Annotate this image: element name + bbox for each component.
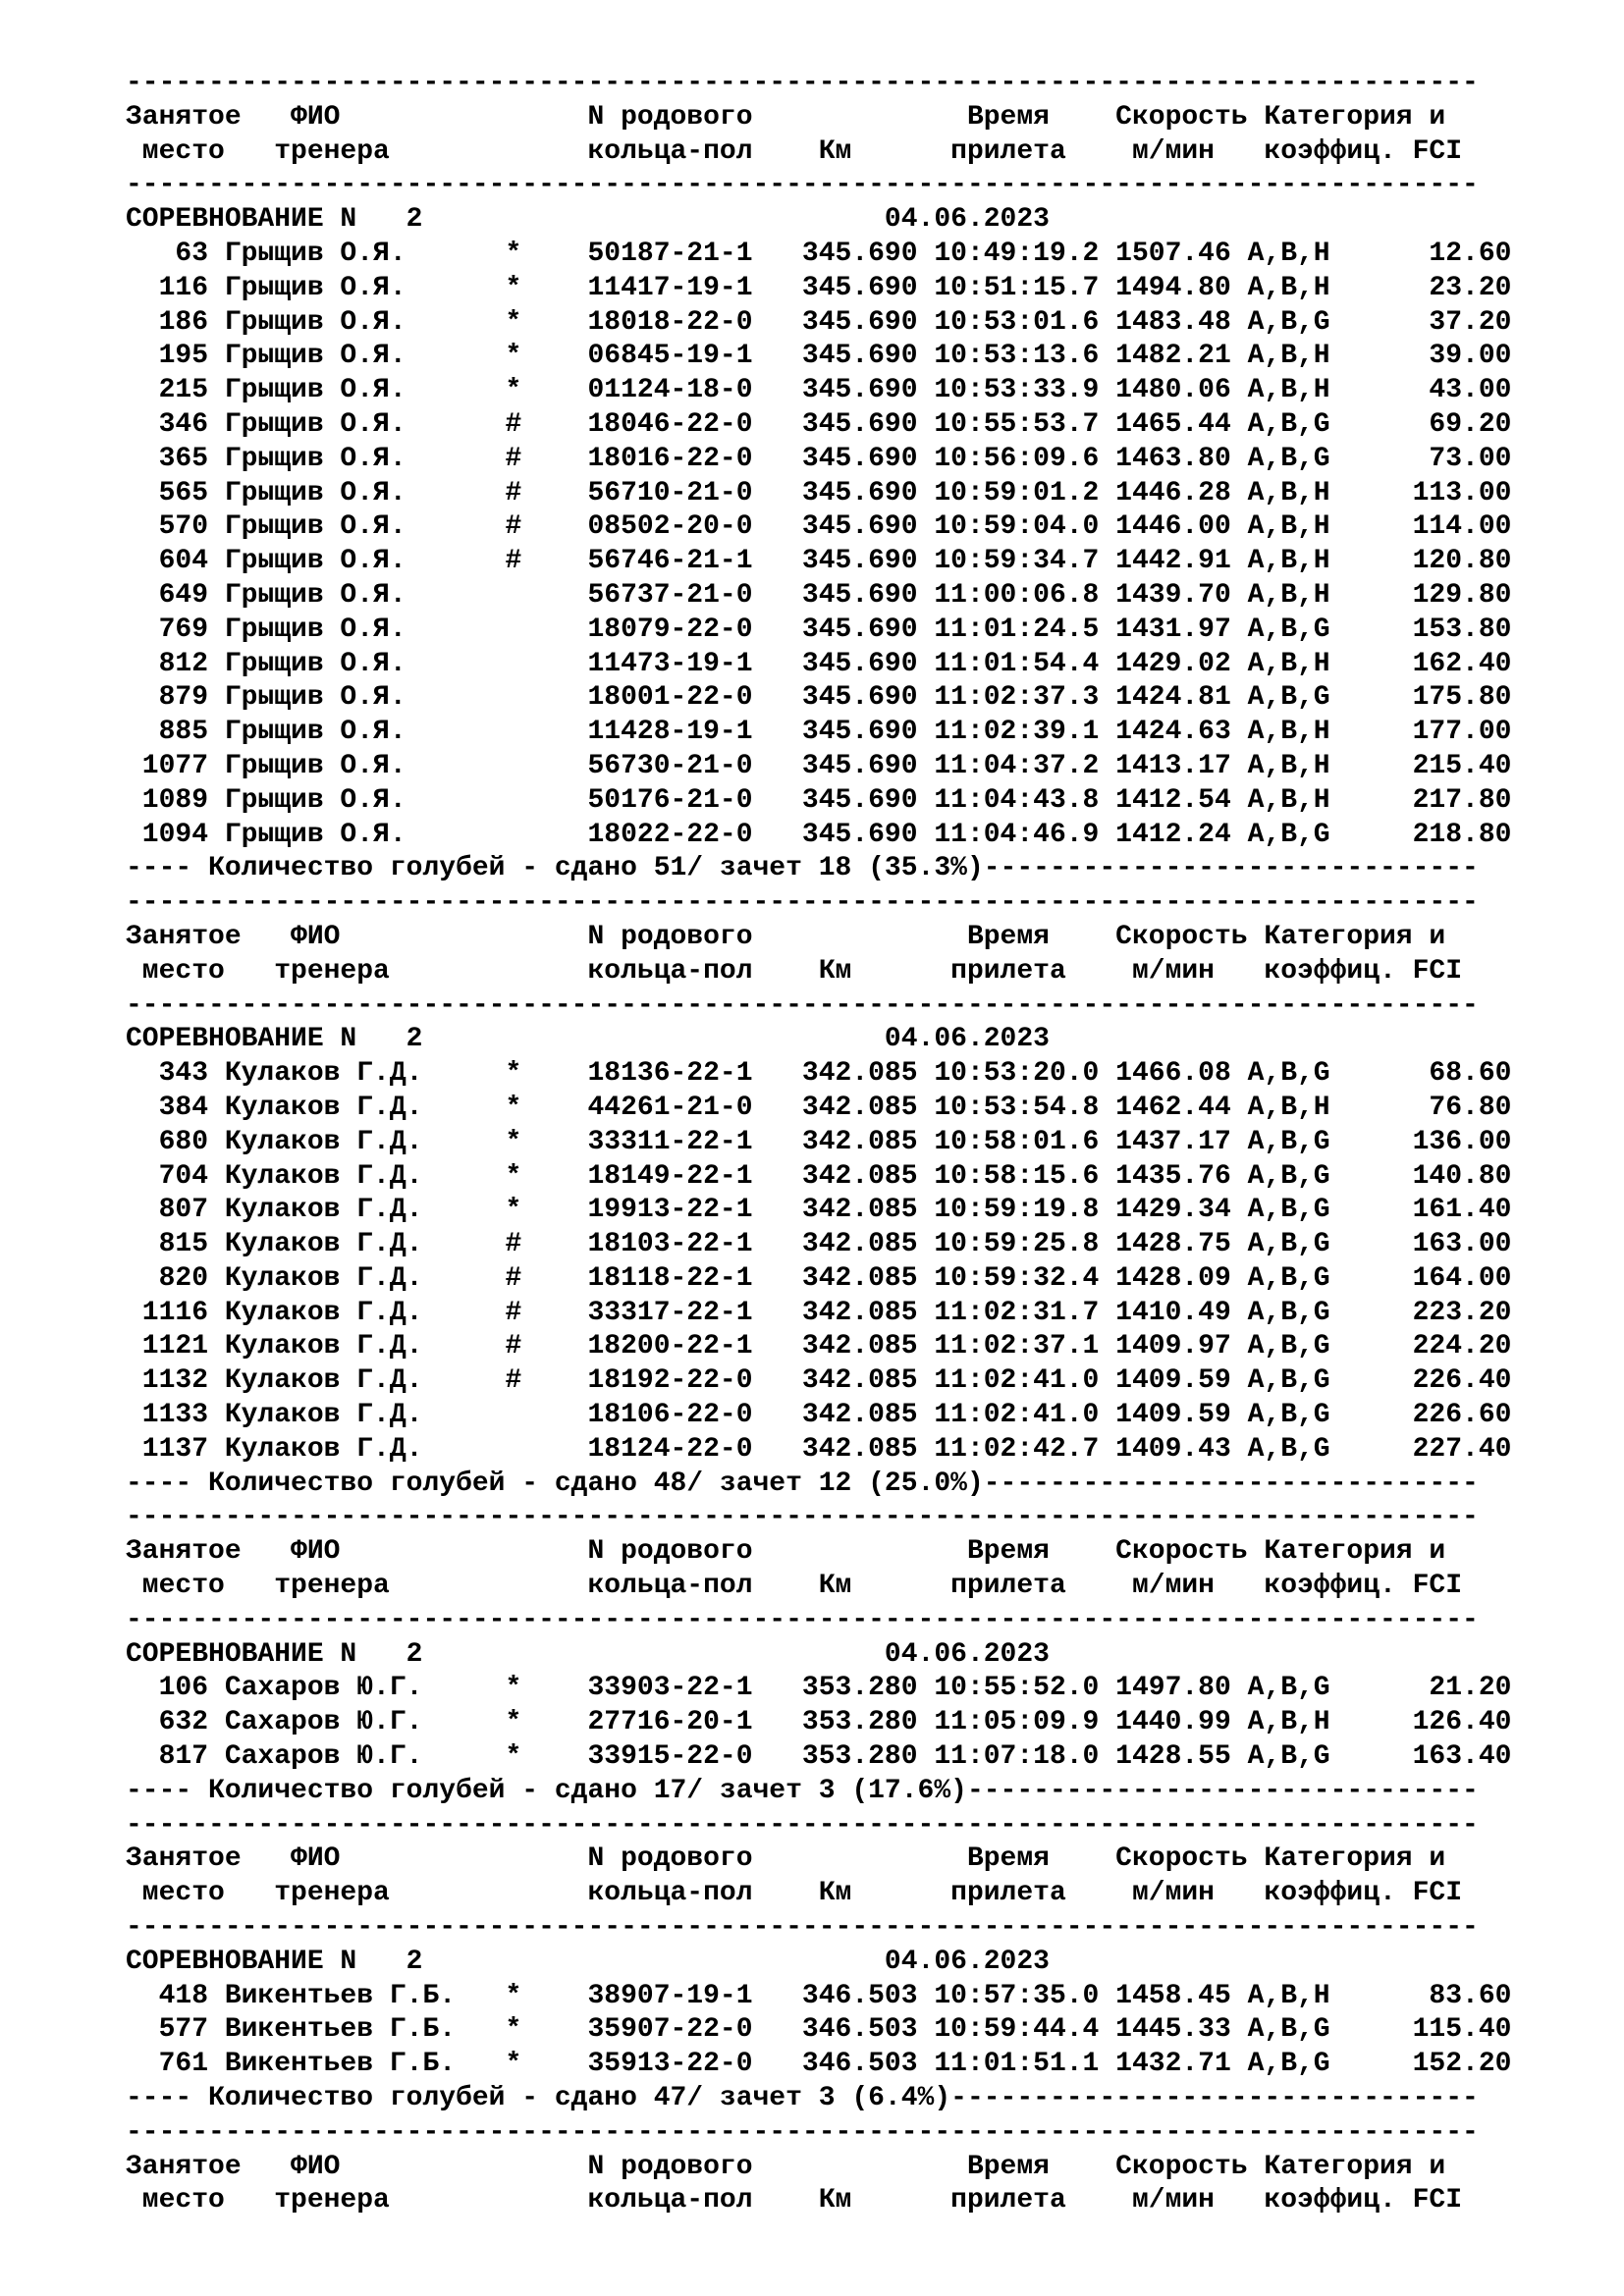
result-row: 1077 Грыщив О.Я. 56730-21-0 345.690 11:04:37.2 1413.17 A,B,H 215.40 bbox=[126, 750, 1512, 781]
separator-line: ---------------------------------------------------------------------------------- bbox=[126, 2116, 1479, 2148]
result-row: 815 Кулаков Г.Д. # 18103-22-1 342.085 10:59:25.8 1428.75 A,B,G 163.00 bbox=[126, 1229, 1512, 1260]
separator-line: ---------------------------------------------------------------------------------- bbox=[126, 1502, 1479, 1533]
column-header-line: Занятое ФИО N родового Время Скорость Категория и bbox=[126, 1843, 1446, 1875]
result-row: 769 Грыщив О.Я. 18079-22-0 345.690 11:01:24.5 1431.97 A,B,G 153.80 bbox=[126, 614, 1512, 645]
result-row: 418 Викентьев Г.Б. * 38907-19-1 346.503 10:57:35.0 1458.45 A,B,H 83.60 bbox=[126, 1980, 1512, 2011]
result-row: 1137 Кулаков Г.Д. 18124-22-0 342.085 11:02:42.7 1409.43 A,B,G 227.40 bbox=[126, 1433, 1512, 1465]
result-row: 680 Кулаков Г.Д. * 33311-22-1 342.085 10:58:01.6 1437.17 A,B,G 136.00 bbox=[126, 1126, 1512, 1157]
result-row: 704 Кулаков Г.Д. * 18149-22-1 342.085 10:58:15.6 1435.76 A,B,G 140.80 bbox=[126, 1160, 1512, 1192]
result-row: 116 Грыщив О.Я. * 11417-19-1 345.690 10:51:15.7 1494.80 A,B,H 23.20 bbox=[126, 272, 1512, 303]
separator-line: ---------------------------------------------------------------------------------- bbox=[126, 887, 1479, 919]
column-header-line: место тренера кольца-пол Км прилета м/мин коэффиц. FCI bbox=[126, 135, 1463, 167]
result-row: 63 Грыщив О.Я. * 50187-21-1 345.690 10:49:19.2 1507.46 A,B,H 12.60 bbox=[126, 238, 1512, 269]
result-row: 820 Кулаков Г.Д. # 18118-22-1 342.085 10:59:32.4 1428.09 A,B,G 164.00 bbox=[126, 1262, 1512, 1294]
column-header-line: место тренера кольца-пол Км прилета м/мин коэффиц. FCI bbox=[126, 955, 1463, 987]
result-row: 879 Грыщив О.Я. 18001-22-0 345.690 11:02:37.3 1424.81 A,B,G 175.80 bbox=[126, 682, 1512, 714]
separator-line: ---------------------------------------------------------------------------------- bbox=[126, 68, 1479, 98]
result-row: 195 Грыщив О.Я. * 06845-19-1 345.690 10:53:13.6 1482.21 A,B,H 39.00 bbox=[126, 341, 1512, 372]
result-row: 186 Грыщив О.Я. * 18018-22-0 345.690 10:53:01.6 1483.48 A,B,G 37.20 bbox=[126, 306, 1512, 338]
result-row: 1132 Кулаков Г.Д. # 18192-22-0 342.085 11:02:41.0 1409.59 A,B,G 226.40 bbox=[126, 1365, 1512, 1397]
separator-line: ---------------------------------------------------------------------------------- bbox=[126, 1809, 1479, 1841]
column-header-line: место тренера кольца-пол Км прилета м/мин коэффиц. FCI bbox=[126, 1571, 1463, 1602]
result-row: 1094 Грыщив О.Я. 18022-22-0 345.690 11:04:46.9 1412.24 A,B,G 218.80 bbox=[126, 819, 1512, 850]
result-row: 1121 Кулаков Г.Д. # 18200-22-1 342.085 11:02:37.1 1409.97 A,B,G 224.20 bbox=[126, 1331, 1512, 1362]
result-row: 885 Грыщив О.Я. 11428-19-1 345.690 11:02:39.1 1424.63 A,B,H 177.00 bbox=[126, 717, 1512, 748]
result-row: 817 Сахаров Ю.Г. * 33915-22-0 353.280 11:07:18.0 1428.55 A,B,G 163.40 bbox=[126, 1741, 1512, 1773]
column-header-line: Занятое ФИО N родового Время Скорость Категория и bbox=[126, 2151, 1446, 2182]
result-row: 565 Грыщив О.Я. # 56710-21-0 345.690 10:59:01.2 1446.28 A,B,H 113.00 bbox=[126, 477, 1512, 508]
separator-line: ---------------------------------------------------------------------------------- bbox=[126, 989, 1479, 1021]
result-row: 649 Грыщив О.Я. 56737-21-0 345.690 11:00:06.8 1439.70 A,B,H 129.80 bbox=[126, 579, 1512, 611]
result-row: 577 Викентьев Г.Б. * 35907-22-0 346.503 10:59:44.4 1445.33 A,B,G 115.40 bbox=[126, 2014, 1512, 2046]
result-row: 1133 Кулаков Г.Д. 18106-22-0 342.085 11:02:41.0 1409.59 A,B,G 226.60 bbox=[126, 1400, 1512, 1431]
column-header-line: Занятое ФИО N родового Время Скорость Категория и bbox=[126, 101, 1446, 133]
result-row: 807 Кулаков Г.Д. * 19913-22-1 342.085 10:59:19.8 1429.34 A,B,G 161.40 bbox=[126, 1195, 1512, 1226]
competition-header: СОРЕВНОВАНИЕ N 2 04.06.2023 bbox=[126, 204, 1050, 236]
summary-line: ---- Количество голубей - сдано 48/ зачет 12 (25.0%)------------------------------ bbox=[126, 1468, 1479, 1499]
result-row: 812 Грыщив О.Я. 11473-19-1 345.690 11:01:54.4 1429.02 A,B,H 162.40 bbox=[126, 648, 1512, 679]
column-header-line: место тренера кольца-пол Км прилета м/мин коэффиц. FCI bbox=[126, 1878, 1463, 1909]
competition-header: СОРЕВНОВАНИЕ N 2 04.06.2023 bbox=[126, 1638, 1050, 1670]
result-row: 604 Грыщив О.Я. # 56746-21-1 345.690 10:59:34.7 1442.91 A,B,H 120.80 bbox=[126, 546, 1512, 577]
competition-header: СОРЕВНОВАНИЕ N 2 04.06.2023 bbox=[126, 1024, 1050, 1055]
result-row: 106 Сахаров Ю.Г. * 33903-22-1 353.280 10:55:52.0 1497.80 A,B,G 21.20 bbox=[126, 1673, 1512, 1704]
column-header-line: Занятое ФИО N родового Время Скорость Категория и bbox=[126, 1536, 1446, 1568]
separator-line: ---------------------------------------------------------------------------------- bbox=[126, 1604, 1479, 1635]
result-row: 215 Грыщив О.Я. * 01124-18-0 345.690 10:53:33.9 1480.06 A,B,H 43.00 bbox=[126, 375, 1512, 406]
result-row: 761 Викентьев Г.Б. * 35913-22-0 346.503 11:01:51.1 1432.71 A,B,G 152.20 bbox=[126, 2049, 1512, 2080]
result-row: 384 Кулаков Г.Д. * 44261-21-0 342.085 10:53:54.8 1462.44 A,B,H 76.80 bbox=[126, 1092, 1512, 1123]
summary-line: ---- Количество голубей - сдано 51/ зачет 18 (35.3%)------------------------------ bbox=[126, 853, 1479, 884]
result-row: 1089 Грыщив О.Я. 50176-21-0 345.690 11:04:43.8 1412.54 A,B,H 217.80 bbox=[126, 784, 1512, 816]
separator-line: ---------------------------------------------------------------------------------- bbox=[126, 1912, 1479, 1944]
results-document bbox=[126, 67, 1598, 2218]
summary-line: ---- Количество голубей - сдано 47/ зачет 3 (6.4%)-------------------------------- bbox=[126, 2083, 1479, 2114]
result-row: 346 Грыщив О.Я. # 18046-22-0 345.690 10:55:53.7 1465.44 A,B,G 69.20 bbox=[126, 408, 1512, 440]
summary-line: ---- Количество голубей - сдано 17/ зачет 3 (17.6%)------------------------------- bbox=[126, 1775, 1479, 1806]
result-row: 1116 Кулаков Г.Д. # 33317-22-1 342.085 11:02:31.7 1410.49 A,B,G 223.20 bbox=[126, 1297, 1512, 1328]
result-row: 365 Грыщив О.Я. # 18016-22-0 345.690 10:56:09.6 1463.80 A,B,G 73.00 bbox=[126, 443, 1512, 474]
result-row: 570 Грыщив О.Я. # 08502-20-0 345.690 10:59:04.0 1446.00 A,B,H 114.00 bbox=[126, 511, 1512, 543]
separator-line: ---------------------------------------------------------------------------------- bbox=[126, 170, 1479, 201]
result-row: 632 Сахаров Ю.Г. * 27716-20-1 353.280 11:05:09.9 1440.99 A,B,H 126.40 bbox=[126, 1707, 1512, 1738]
competition-header: СОРЕВНОВАНИЕ N 2 04.06.2023 bbox=[126, 1946, 1050, 1977]
result-row: 343 Кулаков Г.Д. * 18136-22-1 342.085 10:53:20.0 1466.08 A,B,G 68.60 bbox=[126, 1058, 1512, 1090]
column-header-line: место тренера кольца-пол Км прилета м/мин коэффиц. FCI bbox=[126, 2185, 1463, 2216]
column-header-line: Занятое ФИО N родового Время Скорость Категория и bbox=[126, 921, 1446, 952]
